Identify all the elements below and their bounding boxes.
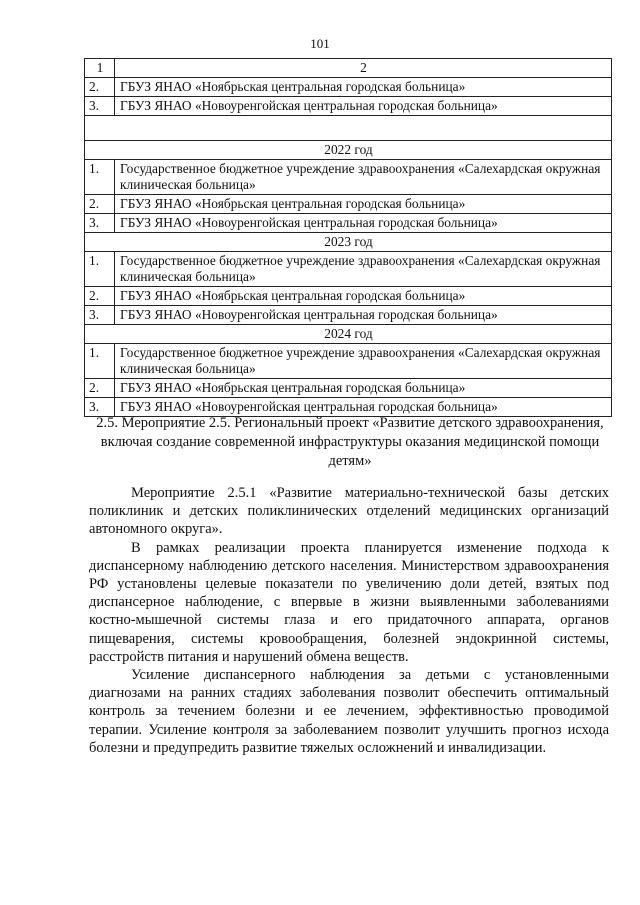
row-number: 1. [85,252,115,287]
year-heading: 2024 год [85,325,612,344]
hospitals-table-body [85,59,612,417]
paragraph: В рамках реализации проекта планируется изменение подхода к диспансерному наблюдению детского населения. Министерством здравоохранения РФ установлены целевые показатели по увеличению доли детей, взятых под диспансерное наблюдение, с впервые в жизни выявленными заболеваниями костно-мышечной системы глаза и его придаточного аппарата, органов пищеварения, системы кровообращения, болезней эндокринной системы, расстройств питания и нарушений обмена веществ. [89,539,609,665]
table-header-cell: 2 [115,59,612,78]
table-row [85,287,612,306]
table-row [85,97,612,116]
row-number: 3. [85,214,115,233]
row-institution: ГБУЗ ЯНАО «Новоуренгойская центральная городская больница» [115,214,612,233]
table-row [85,214,612,233]
row-institution: ГБУЗ ЯНАО «Ноябрьская центральная городская больница» [115,195,612,214]
row-institution: Государственное бюджетное учреждение здравоохранения «Салехардская окружная клиническая больница» [115,160,612,195]
row-institution: ГБУЗ ЯНАО «Новоуренгойская центральная городская больница» [115,398,612,417]
row-number: 2. [85,379,115,398]
year-row [85,233,612,252]
year-heading: 2023 год [85,233,612,252]
row-institution: ГБУЗ ЯНАО «Ноябрьская центральная городская больница» [115,379,612,398]
row-number: 2. [85,287,115,306]
table-row [85,195,612,214]
row-institution: Государственное бюджетное учреждение здравоохранения «Салехардская окружная клиническая больница» [115,344,612,379]
table-row [85,379,612,398]
section-body [89,484,609,757]
row-number: 2. [85,195,115,214]
row-institution: ГБУЗ ЯНАО «Новоуренгойская центральная городская больница» [115,97,612,116]
year-heading: 2022 год [85,141,612,160]
row-number: 3. [85,398,115,417]
paragraph: Мероприятие 2.5.1 «Развитие материально-технической базы детских поликлиник и детских поликлинических отделений медицинских организаций автономного округа». [89,485,609,538]
table-header-cell: 1 [85,59,115,78]
row-institution: ГБУЗ ЯНАО «Ноябрьская центральная городская больница» [115,287,612,306]
row-institution: ГБУЗ ЯНАО «Ноябрьская центральная городская больница» [115,78,612,97]
row-institution: ГБУЗ ЯНАО «Новоуренгойская центральная городская больница» [115,306,612,325]
row-number: 2. [85,78,115,97]
year-row [85,141,612,160]
row-number: 3. [85,306,115,325]
page-number: 101 [310,36,330,51]
row-number: 3. [85,97,115,116]
hospitals-table [84,58,612,417]
table-row [85,160,612,195]
row-institution: Государственное бюджетное учреждение здравоохранения «Салехардская окружная клиническая больница» [115,252,612,287]
table-row [85,252,612,287]
paragraph: Усиление диспансерного наблюдения за детьми с установленными диагнозами на ранних стадиях заболевания позволит обеспечить оптимальный контроль за течением болезни и ее лечением, эффективностью проводимой терапии. Усиление контроля за заболеванием позволит улучшить прогноз исхода болезни и предупредить развитие тяжелых осложнений и инвалидизации. [89,667,609,756]
section-heading: 2.5. Мероприятие 2.5. Региональный проект «Развитие детского здравоохранения, включая создание современной инфраструктуры оказания медицинской помощи детям» [96,415,604,469]
year-row [85,325,612,344]
table-row [85,78,612,97]
table-row [85,306,612,325]
spacer-cell [85,116,612,141]
row-number: 1. [85,344,115,379]
table-row [85,344,612,379]
table-header-row [85,59,612,78]
table-spacer-row [85,116,612,141]
row-number: 1. [85,160,115,195]
